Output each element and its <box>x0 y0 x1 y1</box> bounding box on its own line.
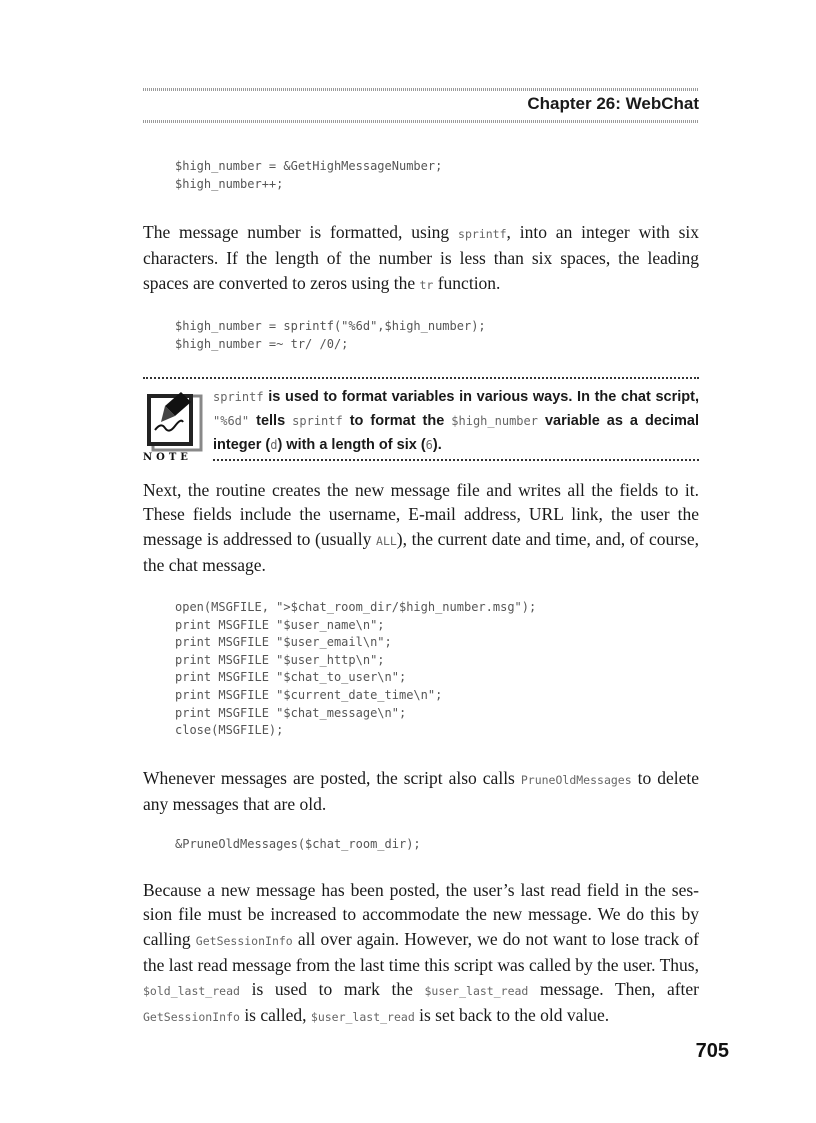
text-run: ), the current date and time, and, of course, the chat message. <box>143 528 699 575</box>
code-line: open(MSGFILE, ">$chat_room_dir/$high_number.msg"); <box>175 600 537 614</box>
book-page <box>143 0 729 1123</box>
text-run: ). <box>432 437 442 453</box>
text-run: is used to mark the <box>239 979 425 1000</box>
paragraph-4 <box>143 878 699 1030</box>
page-number: 705 <box>695 1040 729 1062</box>
header-rule-top <box>143 88 699 91</box>
text-run: is used to format variables in various ways. In the chat script, <box>263 389 699 405</box>
code-line: &PruneOldMessages($chat_room_dir); <box>175 837 421 851</box>
text-run: Because a new message has been posted, the user’s last read field in the ses-sion file must be increased to accommodate the new message. We do this by calling <box>143 880 699 949</box>
code-line: close(MSGFILE); <box>175 723 284 738</box>
code-block-1 <box>175 158 442 193</box>
inline-code: $user_last_read <box>310 1010 415 1025</box>
paragraph-1 <box>143 220 699 297</box>
inline-code: PruneOldMessages <box>520 773 632 787</box>
text-run: function. <box>433 272 501 293</box>
text-run: is called, <box>239 1005 311 1026</box>
code-block-2 <box>175 318 486 353</box>
code-line: $high_number = sprintf("%6d",$high_number); <box>175 319 486 333</box>
inline-code: tr <box>419 277 434 292</box>
code-line: print MSGFILE "$current_date_time\n"; <box>175 687 443 702</box>
text-run: message. Then, after <box>528 979 699 1000</box>
code-line: $high_number = &GetHighMessageNumber; <box>175 159 443 173</box>
inline-code: sprintf <box>458 227 507 241</box>
text-run: to format the <box>342 413 452 429</box>
text-run: variable as a decimal integer ( <box>213 413 699 453</box>
text-run: tells <box>249 413 293 429</box>
text-run: , into an integer with six characters. If the length of the number is less than six spaces, the leading spaces are converted to zeros using the <box>143 222 699 293</box>
inline-code: $high_number <box>451 414 538 428</box>
code-line: print MSGFILE "$chat_to_user\n"; <box>175 670 407 685</box>
code-line: print MSGFILE "$user_email\n"; <box>175 635 392 650</box>
inline-code: ALL <box>376 533 397 548</box>
code-block-3 <box>175 599 536 740</box>
header-rule-bottom <box>143 120 699 123</box>
inline-code: $old_last_read <box>143 984 240 999</box>
text-run: The message number is formatted, using <box>143 222 459 242</box>
paragraph-2 <box>143 478 699 577</box>
inline-code: $user_last_read <box>424 984 529 999</box>
inline-code: d <box>270 438 278 452</box>
note-callout <box>143 372 699 464</box>
code-block-4 <box>175 836 421 854</box>
text-run: all over again. However, we do not want to lose track of the last read message from the last time this script was called by the user. Thus, <box>143 928 700 975</box>
inline-code: "%6d" <box>213 414 250 428</box>
inline-code: sprintf <box>292 414 343 428</box>
code-line: $high_number++; <box>175 176 284 191</box>
note-dotted-rule-top <box>143 377 699 379</box>
paragraph-3 <box>143 766 699 817</box>
inline-code: GetSessionInfo <box>143 1010 240 1025</box>
inline-code: GetSessionInfo <box>195 933 293 948</box>
note-dotted-rule-bottom <box>213 459 699 461</box>
text-run: Next, the routine creates the new message file and writes all the fields to it. These fields include the username, E-mail address, URL link, the user the message is addressed to (usually <box>143 480 699 549</box>
code-line: print MSGFILE "$user_name\n"; <box>175 617 385 632</box>
text-run: to delete any messages that are old. <box>143 768 700 815</box>
code-line: print MSGFILE "$user_http\n"; <box>175 652 385 667</box>
text-run: Whenever messages are posted, the script also calls <box>143 768 521 788</box>
inline-code: 6 <box>425 438 433 452</box>
text-run: ) with a length of six ( <box>277 437 426 453</box>
code-line: $high_number =~ tr/ /0/; <box>175 336 349 351</box>
note-label: NOTE <box>143 452 192 463</box>
text-run: is set back to the old value. <box>414 1005 610 1026</box>
code-line: print MSGFILE "$chat_message\n"; <box>175 705 407 720</box>
chapter-title: Chapter 26: WebChat <box>527 94 699 113</box>
note-text <box>213 385 699 457</box>
inline-code: sprintf <box>213 390 264 404</box>
